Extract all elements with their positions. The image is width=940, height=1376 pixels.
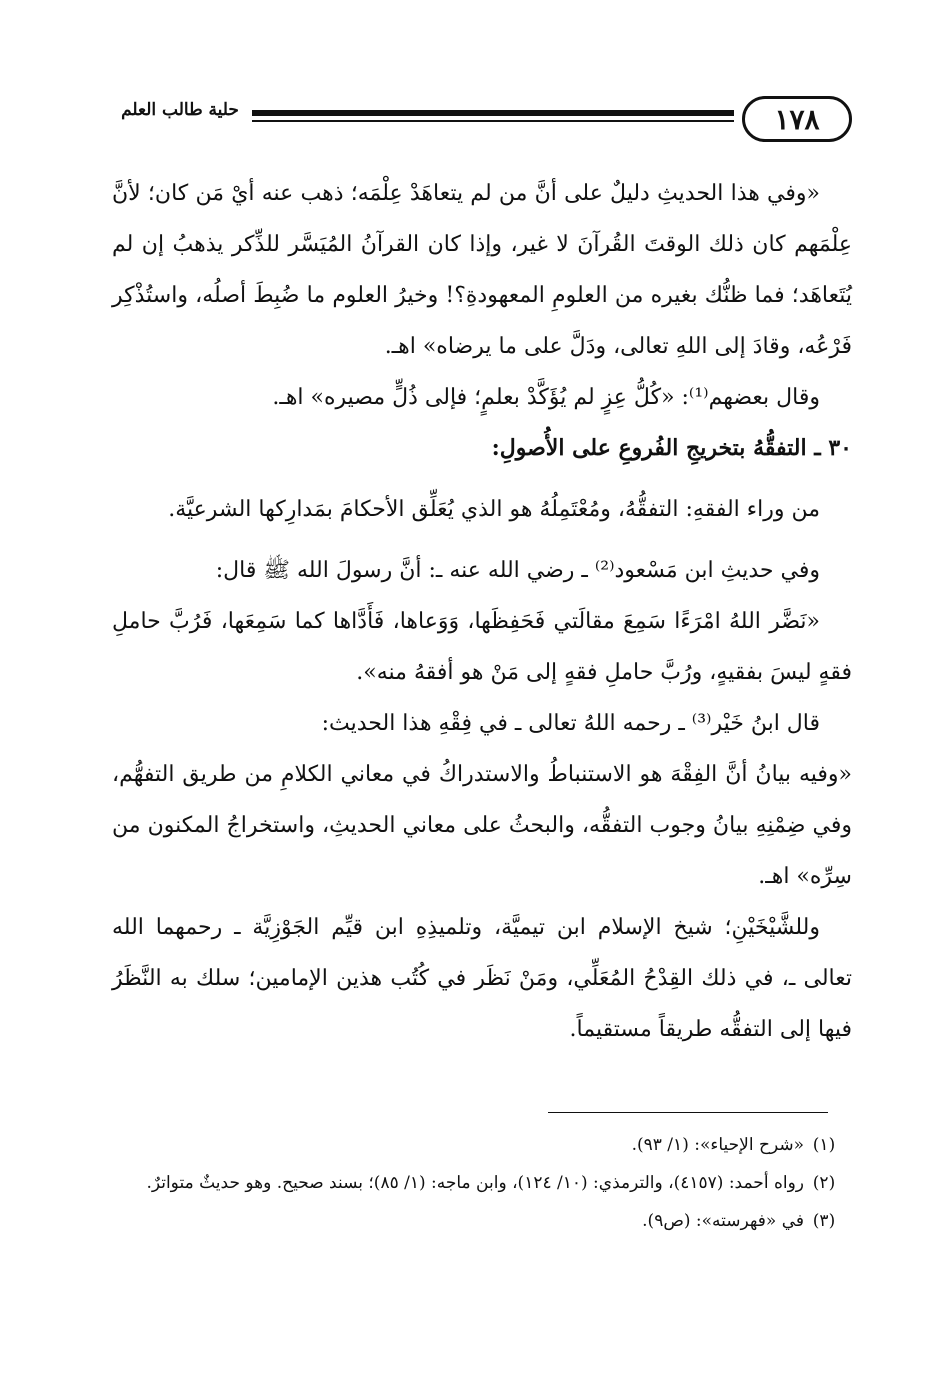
footnote-text: في «فهرسته»: (ص٩). [642, 1211, 804, 1231]
header-rule [252, 110, 734, 116]
header-rule-thin [252, 120, 734, 122]
footnotes [112, 1126, 844, 1240]
paragraph: وفي حديثِ ابن مَسْعود⁽²⁾ ـ رضي الله عنه ـ: أنَّ رسولَ الله ﷺ قال: [215, 558, 820, 583]
footnote [112, 1126, 844, 1164]
paragraph: وقال بعضهم⁽¹⁾: «كُلُّ عِزٍ لم يُؤَكَّدْ بعلمٍ؛ فإلى ذُلٍّ مصيره» اهـ. [272, 385, 820, 410]
paragraph: قال ابنُ خَيْر⁽³⁾ ـ رحمه اللهُ تعالى ـ في فِقْهِ هذا الحديث: [321, 711, 820, 736]
running-title: حلية طالب العلم [121, 100, 239, 120]
page-header [112, 96, 852, 146]
footnote [112, 1202, 844, 1240]
section-heading: ٣٠ ـ التفقُّهُ بتخريجِ الفُروعِ على الأُصولِ: [491, 435, 852, 461]
footnote-number: (٣) [812, 1211, 836, 1231]
footnote-text: رواه أحمد: (٤١٥٧)، والترمذي: (١٠/ ١٢٤)، وابن ماجه: (١/ ٨٥)؛ بسند صحيح. وهو حديثٌ متواترٌ. [146, 1173, 804, 1193]
footnote-text: «شرح الإحياء»: (١/ ٩٣). [631, 1135, 804, 1155]
footnote-number: (٢) [812, 1173, 836, 1193]
paragraph: من وراء الفقهِ: التفقُّهُ، ومُعْتَمِلُهُ هو الذي يُعَلِّق الأحكامَ بمَدارِكها الشرعيَّة. [168, 497, 820, 522]
main-text [112, 168, 852, 1055]
page-number-badge: ١٧٨ [742, 96, 852, 142]
footnote [112, 1164, 844, 1202]
paragraph: «وفيه بيانُ أنَّ الفِقْهَ هو الاستنباطُ والاستدراكُ في معاني الكلامِ من طريق التفهُّم، وفي ضِمْنِهِ بيانُ وجوب التفقُّه، والبحثُ على معاني الحديثِ، واستخراجُ المكنون من سِرِّه» اهـ. [112, 762, 852, 889]
footnote-number: (١) [812, 1135, 836, 1155]
footnote-separator [548, 1112, 828, 1113]
paragraph: «نَضَّر اللهُ امْرَءًا سَمِعَ مقالَتي فَحَفِظَها، وَوَعاها، فَأَدَّاها كما سَمِعَها، فَرُبَّ حاملِ فقهٍ ليسَ بفقيهٍ، ورُبَّ حاملِ فقهٍ إلى مَنْ هو أفقهُ منه». [112, 609, 852, 685]
paragraph: وللشَّيْخَيْنِ؛ شيخ الإسلام ابن تيميَّة، وتلميذِهِ ابن قيِّم الجَوْزِيَّة ـ رحمهما الله تعالى ـ، في ذلك القِدْحُ المُعَلِّي، ومَنْ نَظَر في كُتُب هذين الإمامين؛ سلك به النَّظَرُ فيها إلى التفقُّه طريقاً مستقيماً. [112, 915, 853, 1042]
paragraph: «وفي هذا الحديثِ دليلٌ على أنَّ من لم يتعاهَدْ عِلْمَه؛ ذهب عنه أيْ مَن كان؛ لأنَّ عِلْمَهم كان ذلك الوقتَ القُرآنَ لا غير، وإذا كان القرآنُ المُيَسَّر للذِّكر يذهبُ إن لم يُتَعاهَد؛ فما ظنُّك بغيره من العلومِ المعهودةِ؟! وخيرُ العلوم ما ضُبِطَ أصلُه، واستُذْكِر فَرْعُه، وقادَ إلى اللهِ تعالى، ودَلَّ على ما يرضاه» اهـ. [112, 181, 852, 359]
